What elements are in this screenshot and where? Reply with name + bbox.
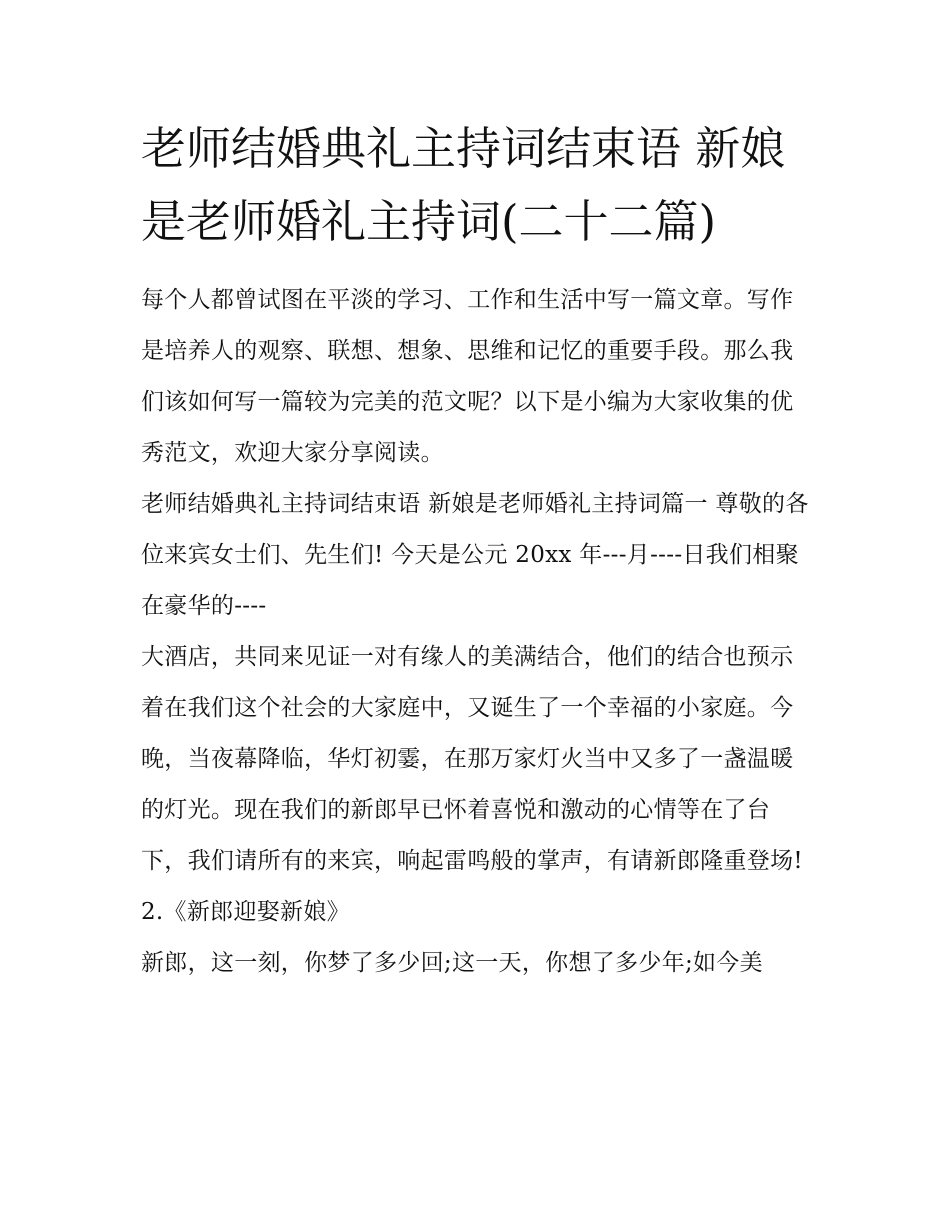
body-paragraph: 老师结婚典礼主持词结束语 新娘是老师婚礼主持词篇一 尊敬的各位来宾女士们、先生们! 今天是公元 20xx 年---月----日我们相聚在豪华的----	[141, 491, 809, 619]
document-page	[141, 112, 813, 989]
body-paragraph: 新郎，这一刻，你梦了多少回;这一天，你想了多少年;如今美	[141, 950, 763, 976]
intro-paragraph: 每个人都曾试图在平淡的学习、工作和生活中写一篇文章。写作是培养人的观察、联想、想象、思维和记忆的重要手段。那么我们该如何写一篇较为完美的范文呢？以下是小编为大家收集的优秀范文，欢迎大家分享阅读。	[141, 287, 794, 466]
section-heading: 2.《新郎迎娶新娘》	[141, 899, 350, 925]
document-title: 老师结婚典礼主持词结束语 新娘是老师婚礼主持词(二十二篇)	[141, 122, 786, 248]
body-paragraph: 大酒店，共同来见证一对有缘人的美满结合，他们的结合也预示着在我们这个社会的大家庭中，又诞生了一个幸福的小家庭。今晚，当夜幕降临，华灯初霎，在那万家灯火当中又多了一盏温暖的灯光。现在我们的新郎早已怀着喜悦和激动的心情等在了台下，我们请所有的来宾，响起雷鸣般的掌声，有请新郎隆重登场!	[141, 644, 803, 874]
